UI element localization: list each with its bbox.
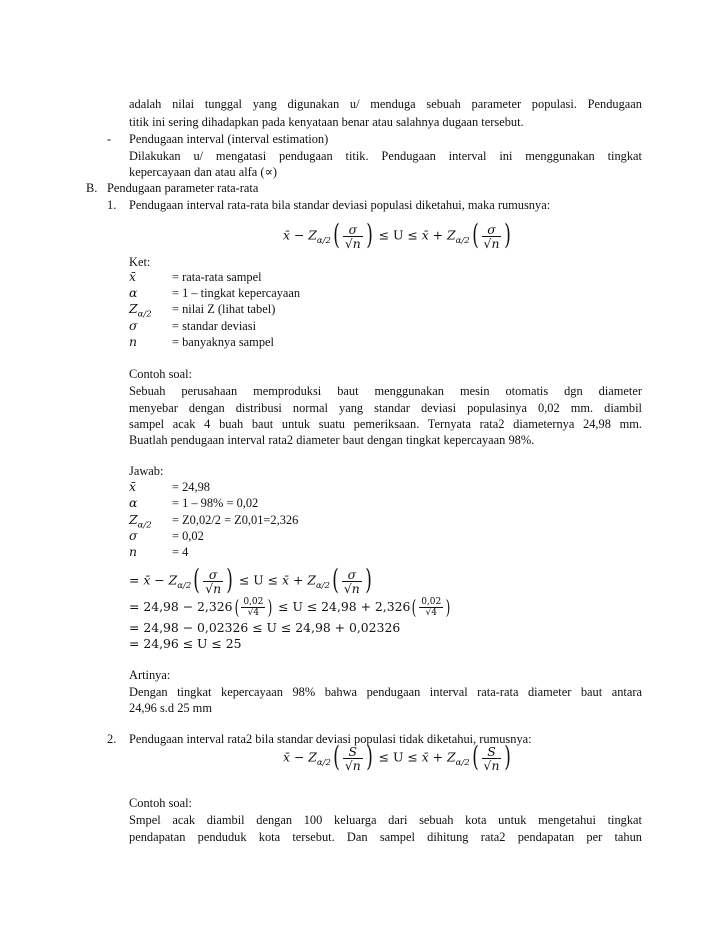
item-1-text: Pendugaan interval rata-rata bila standar deviasi populasi diketahui, maka rumusnya: (129, 198, 551, 212)
calc-line-2: = 24,98 − 2,326( $\frac{0,02}{√4}$ ) ≤ U ≤ 24,98 + 2,326( $\frac{0,02}{√4}$ ) (129, 594, 451, 619)
contoh-label: Contoh soal: (129, 367, 192, 381)
ket-symbol: α (129, 285, 138, 300)
section-marker: B. (86, 181, 98, 195)
contoh-2-label: Contoh soal: (129, 796, 192, 810)
ket-symbol: n (129, 334, 137, 349)
ket-label: Ket: (129, 255, 151, 269)
item-2-text: Pendugaan interval rata2 bila standar deviasi populasi tidak diketahui, rumusnya: (129, 732, 532, 746)
ket-symbol: x̄ (129, 269, 136, 284)
item-2-number: 2. (107, 732, 117, 746)
jawab-symbol: n (129, 544, 137, 559)
calc-line-1: = x̄ − $Z_{\alpha/2}$( $\frac{\sigma}{√n}$ ) ≤ U ≤ x̄ + $Z_{\alpha/2}$( $\frac{\sigma}{√n}$ ) (129, 563, 372, 596)
formula-2: x̄ − $Z_{\alpha/2}$( $\frac{S}{√n}$ ) ≤ U ≤ x̄ + $Z_{\alpha/2}$( $\frac{S}{√n}$ ) (283, 740, 512, 773)
ket-symbol-zalpha: $Z_{\alpha/2}$ (129, 301, 152, 320)
intro-line-1: adalah nilai tunggal yang digunakan u/ menduga sebuah parameter populasi. Pendugaan (129, 97, 642, 111)
intro-line-2: titik ini sering dihadapkan pada kenyataan benar atau salahnya dugaan tersebut. (129, 115, 524, 129)
calc-line-3: = 24,98 − 0,02326 ≤ U ≤ 24,98 + 0,02326 (129, 620, 401, 635)
jawab-symbol-zalpha: $Z_{\alpha/2}$ (129, 512, 152, 531)
ket-description: = nilai Z (lihat tabel) (172, 302, 276, 316)
jawab-value: = 24,98 (172, 480, 210, 494)
bullet-line-1: Dilakukan u/ mengatasi pendugaan titik. Pendugaan interval ini menggunakan tingkat (129, 149, 642, 163)
item-1-number: 1. (107, 198, 117, 212)
jawab-value: = 4 (172, 545, 189, 559)
ket-description: = standar deviasi (172, 319, 257, 333)
artinya-line-2: 24,96 s.d 25 mm (129, 701, 212, 715)
section-title: Pendugaan parameter rata-rata (107, 181, 259, 195)
bullet-title: Pendugaan interval (interval estimation) (129, 132, 329, 146)
contoh-line: Sebuah perusahaan memproduksi baut menggunakan mesin otomatis dgn diameter (129, 384, 642, 398)
contoh-line: menyebar dengan distribusi normal yang standar deviasi populasinya 0,02 mm. diambil (129, 401, 642, 415)
jawab-symbol: σ (129, 528, 138, 543)
ket-symbol: σ (129, 318, 138, 333)
ket-description: = rata-rata sampel (172, 270, 262, 284)
jawab-symbol: α (129, 495, 138, 510)
bullet-dash: - (107, 132, 112, 146)
jawab-value: = 0,02 (172, 529, 204, 543)
contoh-line: sampel acak 4 buah baut untuk suatu pemeriksaan. Ternyata rata2 diameternya 24,98 mm. (129, 417, 642, 431)
contoh-2-line: Smpel acak diambil dengan 100 keluarga dari sebuah kota untuk mengetahui tingkat (129, 813, 642, 827)
artinya-label: Artinya: (129, 668, 171, 682)
contoh-line: Buatlah pendugaan interval rata2 diameter baut dengan tingkat kepercayaan 98%. (129, 433, 535, 447)
ket-description: = banyaknya sampel (172, 335, 274, 349)
jawab-symbol: x̄ (129, 479, 136, 494)
ket-description: = 1 – tingkat kepercayaan (172, 286, 301, 300)
contoh-2-line: pendapatan penduduk kota tersebut. Dan sampel dihitung rata2 pendapatan per tahun (129, 830, 642, 844)
artinya-line-1: Dengan tingkat kepercayaan 98% bahwa pendugaan interval rata-rata diameter baut antara (129, 685, 642, 699)
calc-line-4: = 24,96 ≤ U ≤ 25 (129, 636, 242, 651)
bullet-line-2: kepercayaan dan atau alfa (∝) (129, 165, 278, 179)
formula-1: x̄ − $Z_{\alpha/2}$( $\frac{\sigma}{√n}$ ) ≤ U ≤ x̄ + $Z_{\alpha/2}$( $\frac{\sigma}{√n}$ ) (283, 218, 512, 251)
jawab-value: = 1 – 98% = 0,02 (172, 496, 259, 510)
jawab-label: Jawab: (129, 464, 164, 478)
jawab-value: = Z0,02/2 = Z0,01=2,326 (172, 513, 299, 527)
